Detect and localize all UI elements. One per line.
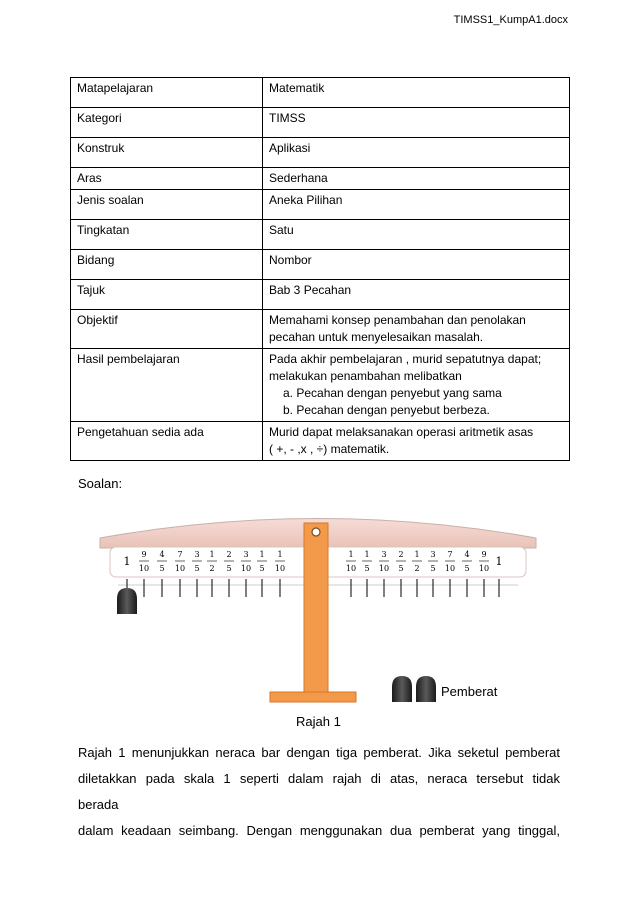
fraction-numerator: 1	[209, 550, 215, 559]
value-subitem: b. Pecahan dengan penyebut berbeza.	[283, 403, 490, 417]
fraction-numerator: 7	[177, 550, 183, 559]
fraction-numerator: 1	[348, 550, 354, 559]
fraction-denominator: 2	[209, 564, 215, 573]
value-line: Bab 3 Pecahan	[269, 283, 352, 297]
row-value	[263, 190, 570, 220]
fraction-denominator: 10	[444, 564, 456, 573]
fraction-numerator: 3	[194, 550, 200, 559]
fraction-denominator: 10	[174, 564, 186, 573]
scale-label	[496, 555, 503, 568]
fraction-numerator: 1	[364, 550, 370, 559]
question-body	[78, 740, 560, 844]
value-line: Memahami konsep penambahan dan penolakan	[269, 313, 526, 327]
value-line: TIMSS	[269, 111, 306, 125]
row-label: Matapelajaran	[71, 78, 263, 108]
fraction-denominator: 10	[274, 564, 286, 573]
info-table	[70, 77, 570, 461]
table-row	[71, 108, 570, 138]
fraction-denominator: 5	[430, 564, 436, 573]
fraction-denominator: 5	[364, 564, 370, 573]
value-line: melakukan penambahan melibatkan	[269, 369, 462, 383]
row-label: Objektif	[71, 310, 263, 349]
value-line: Pada akhir pembelajaran , murid sepatutnya dapat;	[269, 352, 542, 366]
row-value	[263, 78, 570, 108]
fraction-numerator: 7	[447, 550, 453, 559]
fraction-numerator: 3	[243, 550, 249, 559]
stand-base	[270, 692, 356, 702]
figure-caption: Rajah 1	[296, 714, 341, 729]
fraction-numerator: 3	[381, 550, 387, 559]
row-value	[263, 422, 570, 461]
weight-label: Pemberat	[441, 684, 498, 699]
row-value	[263, 250, 570, 280]
value-line: ( +, - ,x , ÷) matematik.	[269, 442, 390, 456]
table-row	[71, 190, 570, 220]
table-row	[71, 250, 570, 280]
fraction-denominator: 5	[259, 564, 265, 573]
body-line: dalam keadaan seimbang. Dengan menggunakan dua pemberat yang tinggal,	[78, 823, 560, 838]
fraction-numerator: 3	[430, 550, 436, 559]
table-row	[71, 310, 570, 349]
question-label: Soalan:	[78, 476, 123, 491]
value-line: Sederhana	[269, 171, 328, 185]
table-row	[71, 220, 570, 250]
fraction-denominator: 5	[398, 564, 404, 573]
value-line: Satu	[269, 223, 294, 237]
fraction-numerator: 9	[141, 550, 147, 559]
stand-pillar	[304, 523, 328, 693]
body-line: Rajah 1 menunjukkan neraca bar dengan tiga pemberat. Jika seketul pemberat	[78, 745, 560, 760]
fraction-denominator: 2	[414, 564, 420, 573]
value-line: Aplikasi	[269, 141, 311, 155]
table-row	[71, 138, 570, 168]
row-value	[263, 138, 570, 168]
spare-weight-2	[416, 676, 436, 702]
row-label: Aras	[71, 168, 263, 190]
fraction-denominator: 10	[240, 564, 252, 573]
fraction-numerator: 1	[414, 550, 420, 559]
row-label: Bidang	[71, 250, 263, 280]
weight-on-scale	[117, 588, 137, 614]
value-line: Aneka Pilihan	[269, 193, 343, 207]
balance-scale-figure	[0, 505, 638, 715]
fraction-numerator: 2	[226, 550, 232, 559]
row-label: Konstruk	[71, 138, 263, 168]
fraction-numerator: 1	[259, 550, 265, 559]
pivot-circle	[312, 528, 320, 536]
row-label: Hasil pembelajaran	[71, 349, 263, 422]
table-row	[71, 78, 570, 108]
table-row	[71, 168, 570, 190]
scale-whole: 1	[123, 555, 131, 568]
fraction-denominator: 5	[226, 564, 232, 573]
scale-whole: 1	[495, 555, 503, 568]
row-value	[263, 168, 570, 190]
fraction-numerator: 4	[464, 550, 470, 559]
document-filename: TIMSS1_KumpA1.docx	[453, 14, 568, 26]
spare-weight-1	[392, 676, 412, 702]
row-label: Tajuk	[71, 280, 263, 310]
fraction-denominator: 10	[345, 564, 357, 573]
fraction-denominator: 10	[378, 564, 390, 573]
table-row	[71, 280, 570, 310]
scale-label	[124, 555, 131, 568]
fraction-numerator: 2	[398, 550, 404, 559]
table-row	[71, 349, 570, 422]
fraction-numerator: 4	[159, 550, 165, 559]
row-label: Jenis soalan	[71, 190, 263, 220]
row-value	[263, 220, 570, 250]
value-line: Murid dapat melaksanakan operasi aritmetik asas	[269, 425, 534, 439]
fraction-denominator: 5	[464, 564, 470, 573]
value-line: Matematik	[269, 81, 325, 95]
fraction-denominator: 5	[194, 564, 200, 573]
row-label: Pengetahuan sedia ada	[71, 422, 263, 461]
fraction-numerator: 1	[277, 550, 283, 559]
row-value	[263, 108, 570, 138]
row-label: Kategori	[71, 108, 263, 138]
body-line: diletakkan pada skala 1 seperti dalam rajah di atas, neraca tersebut tidak berada	[78, 771, 560, 812]
row-value	[263, 280, 570, 310]
row-label: Tingkatan	[71, 220, 263, 250]
value-line: Nombor	[269, 253, 312, 267]
fraction-denominator: 5	[159, 564, 165, 573]
row-value	[263, 310, 570, 349]
value-line: pecahan untuk menyelesaikan masalah.	[269, 330, 484, 344]
fraction-denominator: 10	[138, 564, 150, 573]
row-value	[263, 349, 570, 422]
table-row	[71, 422, 570, 461]
fraction-numerator: 9	[481, 550, 487, 559]
fraction-denominator: 10	[478, 564, 490, 573]
value-subitem: a. Pecahan dengan penyebut yang sama	[283, 386, 502, 400]
